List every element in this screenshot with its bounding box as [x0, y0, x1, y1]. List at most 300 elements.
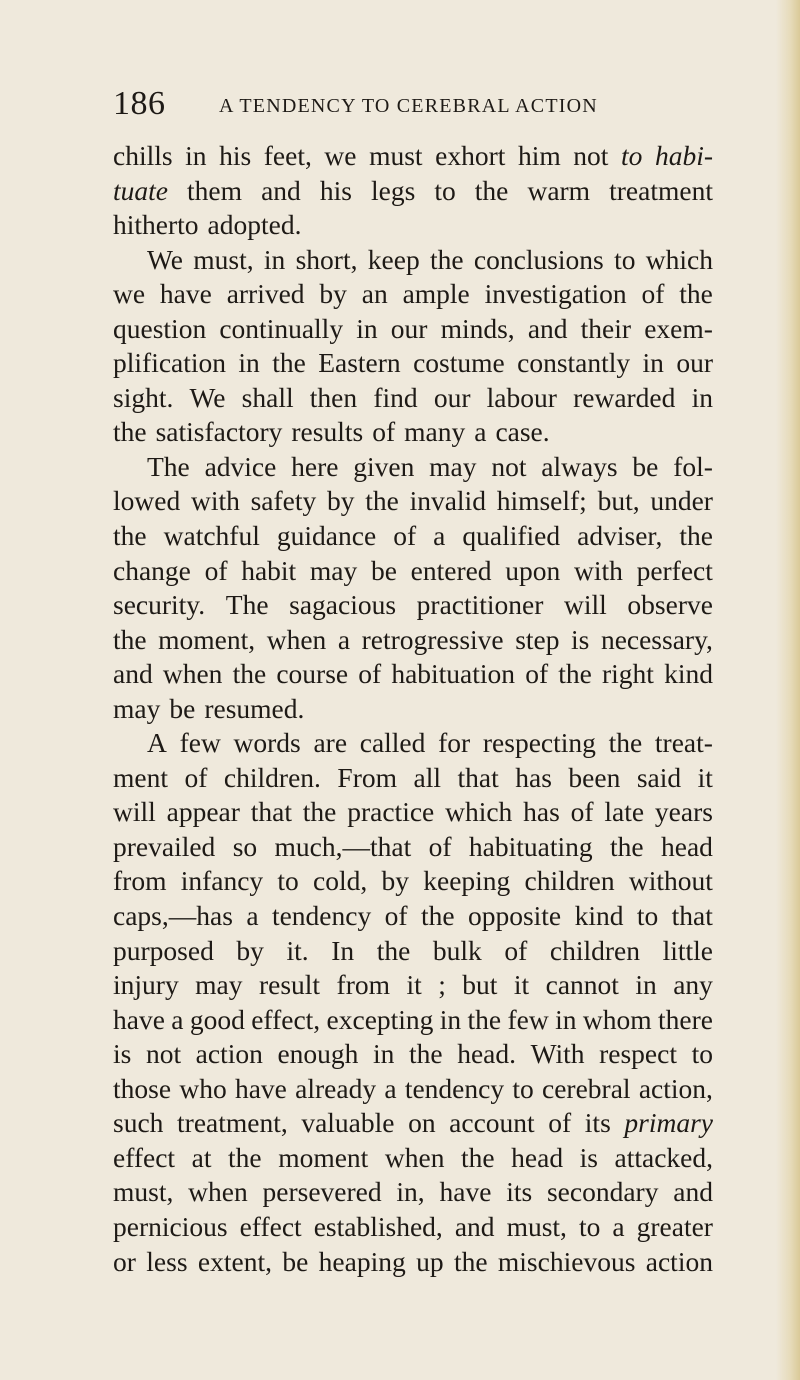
word: the [420, 900, 455, 932]
word: a [474, 416, 487, 448]
word: of [525, 658, 549, 690]
word: of [372, 416, 396, 448]
word: it [513, 969, 530, 1001]
word: exem- [644, 312, 713, 344]
word: result [258, 969, 321, 1001]
word: to [614, 243, 636, 275]
word: account [449, 1107, 535, 1139]
word: is [571, 623, 590, 655]
word: ample [402, 278, 470, 310]
text-line [113, 243, 713, 278]
word: course [276, 658, 349, 690]
word: chills [113, 140, 173, 171]
word: conclusions [473, 243, 604, 275]
word: not [491, 450, 527, 482]
text-line [113, 761, 713, 796]
word: or [113, 1245, 136, 1277]
word: few [507, 1003, 549, 1035]
word: action, [638, 1072, 713, 1104]
word: a [384, 1072, 397, 1104]
word: in [356, 312, 378, 344]
text-line [113, 415, 713, 450]
word: are [313, 727, 348, 759]
text-line [113, 864, 713, 899]
word: invalid [409, 485, 486, 517]
word: at [191, 1141, 212, 1173]
word: caps,—has [113, 900, 233, 932]
word: enough [277, 1038, 359, 1070]
word: be [169, 692, 196, 724]
word: in [238, 347, 260, 379]
word: of [504, 934, 528, 966]
page-edge-shading [776, 0, 800, 1380]
word: there [657, 1003, 713, 1035]
word: to [512, 1072, 534, 1104]
word: the [608, 727, 643, 759]
word: respecting [482, 727, 596, 759]
word: not [145, 1038, 182, 1070]
word: mischievous [497, 1245, 636, 1277]
text-line [113, 1141, 713, 1176]
word: habituation [391, 658, 516, 690]
word: them [187, 174, 243, 206]
word: late [604, 796, 645, 828]
word: so [232, 830, 258, 862]
body-text [113, 139, 713, 1279]
word: purposed [113, 934, 214, 966]
word: qualified [462, 520, 561, 552]
word: keep [367, 243, 420, 275]
word: bulk [432, 934, 482, 966]
text-line [113, 1003, 713, 1038]
word: in [185, 140, 207, 171]
word: and [454, 1210, 495, 1242]
word: a [171, 1003, 184, 1035]
word: the [679, 278, 713, 310]
word: constantly [517, 347, 631, 379]
word: find [373, 381, 418, 413]
word: in [691, 381, 713, 413]
word: may [113, 692, 161, 724]
word: In [331, 934, 355, 966]
word: hitherto [113, 209, 199, 241]
word: must, [193, 243, 254, 275]
word: to [277, 865, 299, 897]
word: the [302, 796, 337, 828]
word: short, [295, 243, 358, 275]
word: when [188, 1176, 248, 1208]
word: from [336, 969, 390, 1001]
word: labour [486, 381, 557, 413]
word: security. [113, 589, 206, 621]
word: rewarded [573, 381, 676, 413]
word: primary [624, 1107, 713, 1139]
word: minds, [440, 312, 515, 344]
word: safety [250, 485, 317, 517]
word: extent, [197, 1245, 272, 1277]
word: prevailed [113, 830, 216, 862]
word: heaping [318, 1245, 406, 1277]
word: the [461, 1141, 495, 1173]
word: been [568, 761, 621, 793]
word: moment [278, 1141, 369, 1173]
word: their [580, 312, 632, 344]
word: good [189, 1003, 245, 1035]
word: of [393, 520, 417, 552]
text-line [113, 208, 713, 243]
word: investigation [484, 278, 627, 310]
word: resumed. [204, 692, 305, 724]
word: by [319, 278, 347, 310]
word: cerebral [542, 1072, 631, 1104]
word: its [506, 1176, 533, 1208]
word: much,—that [274, 830, 412, 862]
text-line [113, 1106, 713, 1141]
word: a [433, 520, 446, 552]
word: head [661, 830, 713, 862]
text-line [113, 450, 713, 485]
text-line [113, 1210, 713, 1245]
word: results [291, 416, 364, 448]
word: sagacious [289, 589, 397, 621]
word: injury [113, 969, 179, 1001]
word: must, [113, 1176, 174, 1208]
word: watchful [163, 520, 260, 552]
text-line [113, 1175, 713, 1210]
word: valuable [301, 1107, 395, 1139]
word: it [697, 761, 713, 793]
word: treat- [654, 727, 713, 759]
word: it [406, 969, 422, 1001]
word: we [113, 278, 146, 310]
word: may [195, 969, 243, 1001]
word: and [261, 174, 301, 206]
word: perfect [636, 554, 713, 586]
word: in [439, 1003, 462, 1035]
word: the [558, 658, 592, 690]
word: children [524, 865, 615, 897]
word: less [146, 1245, 188, 1277]
word: to [434, 174, 456, 206]
word: said [636, 761, 682, 793]
text-line [113, 484, 713, 519]
word: must [369, 140, 423, 171]
word: that [457, 761, 499, 793]
word: here [291, 450, 339, 482]
word: of [428, 830, 452, 862]
word: already [295, 1072, 377, 1104]
word: of [641, 278, 665, 310]
word: the [679, 520, 713, 552]
word: a [337, 623, 351, 655]
word: by [236, 934, 264, 966]
word: the [453, 1245, 488, 1277]
word: with [573, 554, 623, 586]
word: satisfactory [155, 416, 283, 448]
word: infancy [180, 865, 264, 897]
text-line [113, 899, 713, 934]
word: to [578, 1210, 601, 1242]
word: has [515, 761, 552, 793]
word: by [381, 865, 409, 897]
word: kind [664, 658, 713, 690]
text-line [113, 277, 713, 312]
word: persevered [262, 1176, 382, 1208]
word: step [515, 623, 560, 655]
word: children [549, 934, 640, 966]
word: when [162, 658, 223, 690]
word: appear [166, 796, 240, 828]
word: respect [599, 1038, 677, 1070]
word: called [359, 727, 426, 759]
word: many [404, 416, 466, 448]
word: effect [239, 1210, 302, 1242]
word: opposite [467, 900, 562, 932]
word: With [530, 1038, 585, 1070]
word: and [113, 658, 153, 690]
word: but, [597, 485, 640, 517]
word: be [370, 554, 397, 586]
text-line [113, 657, 713, 692]
word: such [113, 1107, 164, 1139]
word: to [691, 1038, 713, 1070]
word: the [430, 243, 464, 275]
word: the [113, 416, 147, 448]
word: have [439, 1176, 492, 1208]
word: tendency [404, 1072, 505, 1104]
word: action [195, 1038, 263, 1070]
word: change [113, 554, 191, 586]
text-line [113, 346, 713, 381]
word: We [189, 381, 226, 413]
text-line [113, 795, 713, 830]
word: adviser, [577, 520, 663, 552]
word: lowed [113, 485, 181, 517]
text-line [113, 623, 713, 658]
word: the [228, 1141, 262, 1173]
word: for [438, 727, 471, 759]
word: arrived [226, 278, 305, 310]
page-number: 186 [113, 85, 166, 122]
word: secondary [546, 1176, 659, 1208]
text-line [113, 1245, 713, 1280]
word: in [555, 1003, 577, 1035]
word: which [645, 243, 713, 275]
word: continually [219, 312, 344, 344]
word: be [282, 1245, 309, 1277]
word: our [676, 347, 713, 379]
word: his [219, 140, 252, 171]
text-line [113, 588, 713, 623]
word: necessary, [600, 623, 713, 655]
word: have [159, 278, 212, 310]
word: established, [313, 1210, 443, 1242]
word: who [179, 1072, 227, 1104]
word: on [408, 1107, 436, 1139]
word: the [113, 520, 147, 552]
word: his [319, 174, 352, 206]
word: A [147, 727, 167, 759]
word: warm [527, 174, 591, 206]
word: the [610, 830, 644, 862]
word: legs [371, 174, 416, 206]
word: when [266, 623, 327, 655]
word: in [635, 969, 657, 1001]
word: have [113, 1003, 165, 1035]
page-header [113, 84, 673, 124]
word: may [429, 450, 477, 482]
word: treatment, [177, 1107, 288, 1139]
word: The [147, 450, 190, 482]
word: himself; [496, 485, 587, 517]
word: shall [241, 381, 294, 413]
word: have [234, 1072, 287, 1104]
word: sight. [113, 381, 174, 413]
word: ment [113, 761, 168, 793]
text-line [113, 381, 713, 416]
word: advice [204, 450, 277, 482]
word: We [147, 243, 183, 275]
word: head [511, 1141, 564, 1173]
word: the [365, 485, 399, 517]
word: any [673, 969, 713, 1001]
word: right [602, 658, 654, 690]
word: with [190, 485, 240, 517]
word: words [233, 727, 301, 759]
word: of [384, 900, 408, 932]
text-line [113, 1037, 713, 1072]
word: a [612, 1210, 625, 1242]
text-line [113, 554, 713, 589]
word: under [650, 485, 713, 517]
text-line [113, 830, 713, 865]
word: habit [241, 554, 297, 586]
word: in [373, 1038, 395, 1070]
word: entered [410, 554, 492, 586]
word: From [337, 761, 397, 793]
word: is [579, 1141, 598, 1173]
text-line [113, 726, 713, 761]
word: children. [223, 761, 321, 793]
word: keeping [423, 865, 511, 897]
word: exhort [435, 140, 506, 171]
word: The [225, 589, 269, 621]
text-line [113, 934, 713, 969]
word: from [113, 865, 167, 897]
word: by [326, 485, 355, 517]
word: it. [286, 934, 309, 966]
word: of [570, 796, 594, 828]
word: Eastern [318, 347, 401, 379]
word: has [523, 796, 560, 828]
word: the [272, 347, 306, 379]
word: its [584, 1107, 611, 1139]
word: effect, [251, 1003, 321, 1035]
word: ; [438, 969, 446, 1001]
word: will [113, 796, 156, 828]
word: cannot [545, 969, 619, 1001]
word: head. [457, 1038, 517, 1070]
word: feet, [263, 140, 312, 171]
running-head: A TENDENCY TO CEREBRAL ACTION [219, 95, 598, 117]
word: the [474, 174, 509, 206]
word: when [384, 1141, 445, 1173]
word: be [632, 450, 659, 482]
word: fol- [673, 450, 713, 482]
text-line [113, 312, 713, 347]
word: plification [113, 347, 227, 379]
word: to [620, 140, 643, 171]
word: must, [506, 1210, 567, 1242]
word: kind [574, 900, 624, 932]
word: not [573, 140, 609, 171]
word: up [416, 1245, 444, 1277]
text-line [113, 519, 713, 554]
word: habituating [468, 830, 593, 862]
word: all [413, 761, 441, 793]
word: effect [113, 1141, 176, 1173]
word: pernicious [113, 1210, 228, 1242]
word: that [250, 796, 292, 828]
word: habi- [654, 140, 713, 171]
word: given [353, 450, 415, 482]
word: but [462, 969, 498, 1001]
word: retrogressive [361, 623, 504, 655]
word: tendency [271, 900, 372, 932]
word: years [654, 796, 713, 828]
word: those [113, 1072, 172, 1104]
word: an [361, 278, 388, 310]
word: without [628, 865, 713, 897]
word: and [527, 312, 568, 344]
word: greater [636, 1210, 713, 1242]
word: in [263, 243, 286, 275]
word: adopted. [207, 209, 302, 241]
word: of [184, 761, 208, 793]
word: of [204, 554, 228, 586]
word: tuate [113, 174, 168, 206]
word: few [179, 727, 221, 759]
word: practitioner [416, 589, 544, 621]
word: practice [347, 796, 435, 828]
text-line [113, 1072, 713, 1107]
word: may [309, 554, 358, 586]
word: guidance [276, 520, 377, 552]
word: excepting [326, 1003, 434, 1035]
text-line [113, 692, 713, 727]
word: which [445, 796, 513, 828]
word: the [232, 658, 267, 690]
word: little [662, 934, 713, 966]
word: whom [582, 1003, 652, 1035]
word: treatment [609, 174, 713, 206]
word: a [246, 900, 259, 932]
text-line [113, 139, 713, 174]
word: the [376, 934, 411, 966]
word: moment, [158, 623, 256, 655]
word: the [113, 623, 147, 655]
word: in [642, 347, 664, 379]
word: the [409, 1038, 443, 1070]
word: will [564, 589, 607, 621]
word: the [467, 1003, 502, 1035]
word: cold, [313, 865, 368, 897]
word: case. [495, 416, 550, 448]
word: him [517, 140, 561, 171]
word: we [324, 140, 357, 171]
text-line [113, 174, 713, 209]
word: of [548, 1107, 572, 1139]
